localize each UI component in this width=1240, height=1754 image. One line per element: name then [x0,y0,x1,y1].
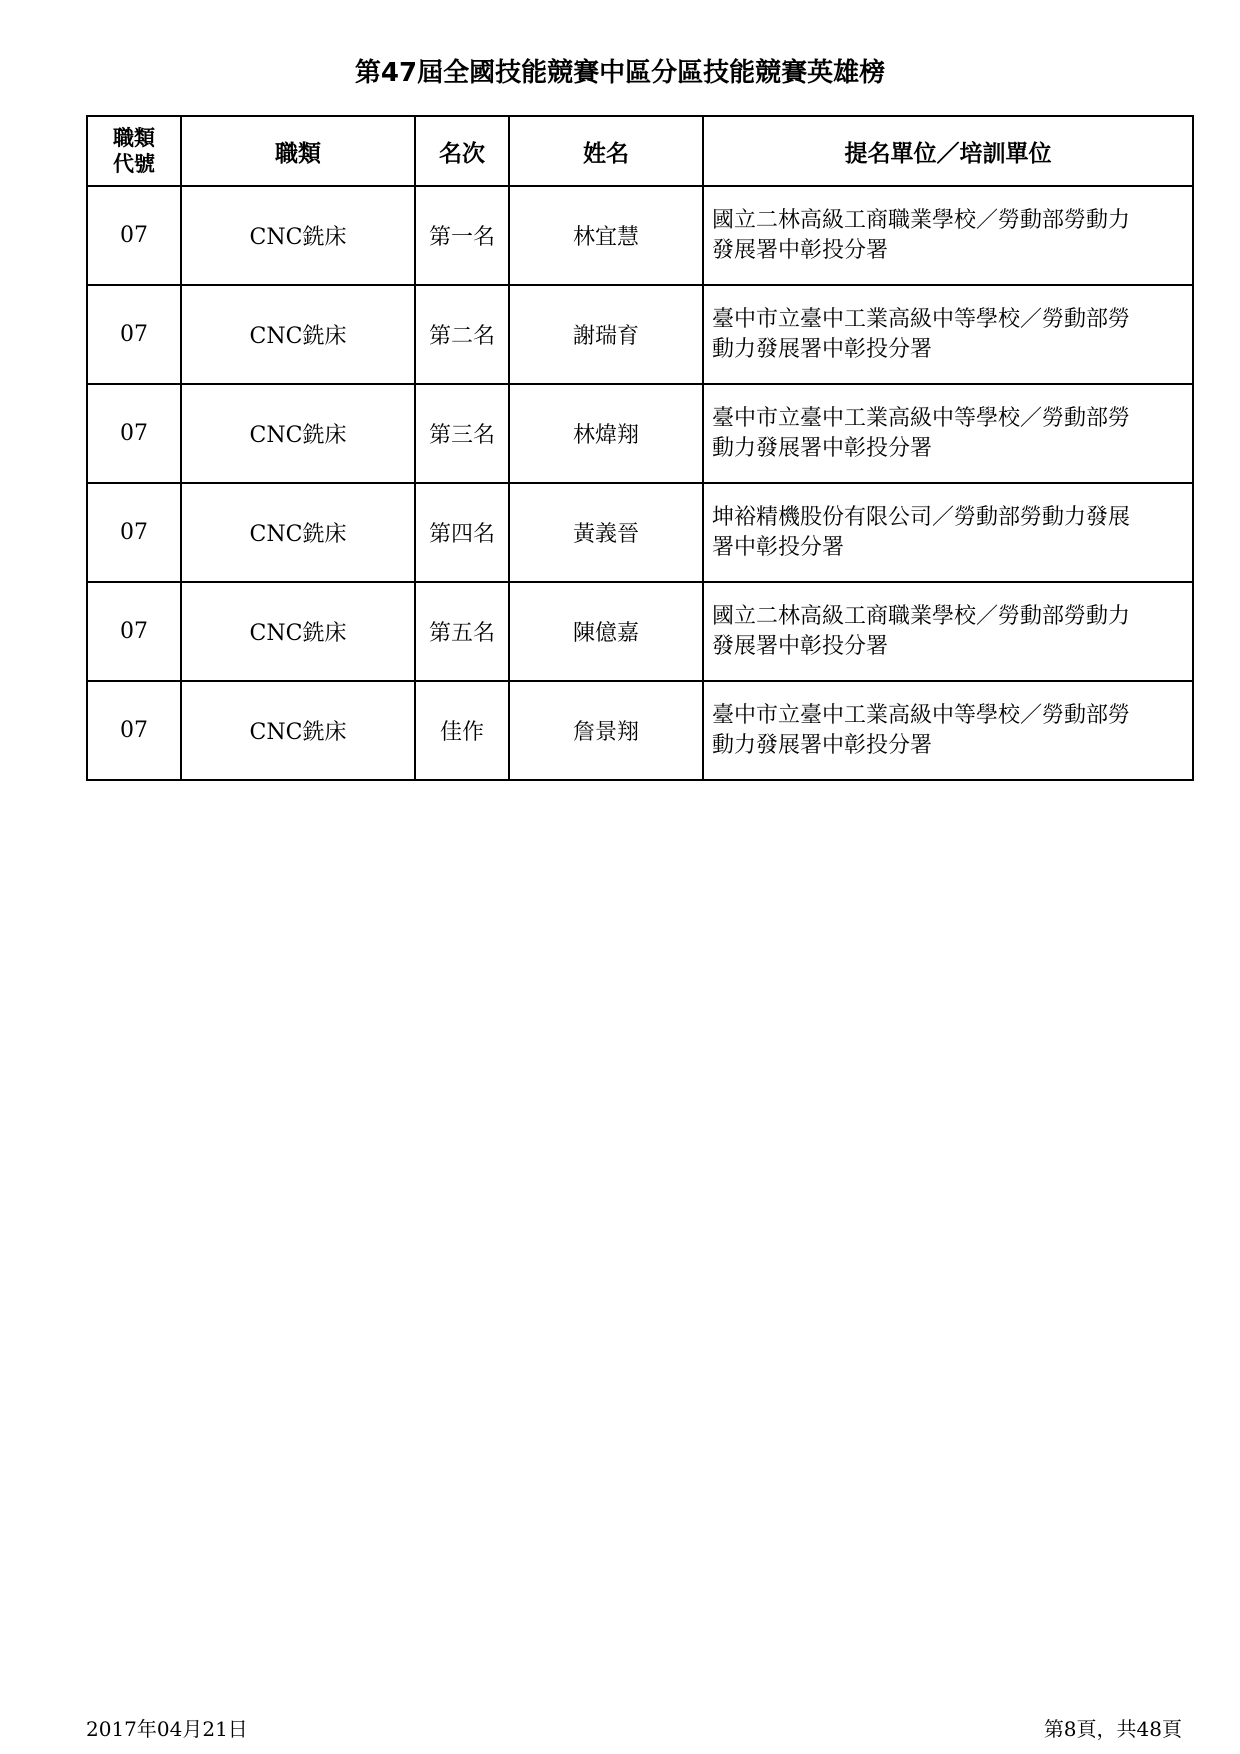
cell-trade: CNC銑床 [181,384,415,483]
table-row [87,681,1193,780]
cell-unit [703,681,1193,780]
header-rank: 名次 [415,116,509,186]
table-header-row [87,116,1193,186]
page-title: 第47屆全國技能競賽中區分區技能競賽英雄榜 [354,58,886,88]
cell-unit-line1: 國立二林高級工商職業學校／勞動部勞動力 [712,207,1131,233]
cell-rank: 第一名 [415,186,509,285]
cell-rank: 第五名 [415,582,509,681]
cell-unit [703,483,1193,582]
cell-unit-line1: 臺中市立臺中工業高級中等學校／勞動部勞 [712,306,1131,332]
cell-trade: CNC銑床 [181,186,415,285]
table-row [87,483,1193,582]
cell-trade: CNC銑床 [181,681,415,780]
cell-name: 謝瑞育 [509,285,703,384]
cell-unit-line2: 發展署中彰投分署 [712,633,889,659]
cell-unit-line1: 臺中市立臺中工業高級中等學校／勞動部勞 [712,405,1131,431]
cell-unit-line1: 坤裕精機股份有限公司／勞動部勞動力發展 [712,504,1131,530]
winners-table [86,115,1194,781]
table-row [87,582,1193,681]
cell-unit-line1: 臺中市立臺中工業高級中等學校／勞動部勞 [712,702,1131,728]
table-row [87,186,1193,285]
cell-unit-line2: 動力發展署中彰投分署 [712,336,933,362]
cell-trade-code: 07 [87,384,181,483]
cell-unit [703,384,1193,483]
cell-rank: 第二名 [415,285,509,384]
cell-trade: CNC銑床 [181,483,415,582]
cell-name: 林煒翔 [509,384,703,483]
header-trade: 職類 [181,116,415,186]
footer-page-number: 第8頁，共48頁 [1043,1717,1182,1741]
cell-unit [703,582,1193,681]
cell-unit-line1: 國立二林高級工商職業學校／勞動部勞動力 [712,603,1131,629]
header-unit: 提名單位／培訓單位 [703,116,1193,186]
cell-rank: 佳作 [415,681,509,780]
cell-name: 黃義晉 [509,483,703,582]
cell-trade-code: 07 [87,681,181,780]
cell-trade-code: 07 [87,285,181,384]
table-row [87,384,1193,483]
cell-trade: CNC銑床 [181,582,415,681]
cell-trade-code: 07 [87,582,181,681]
cell-unit [703,285,1193,384]
header-trade-code-line1: 職類 [113,126,155,150]
header-name: 姓名 [509,116,703,186]
cell-unit-line2: 署中彰投分署 [712,534,845,560]
cell-trade: CNC銑床 [181,285,415,384]
footer-date: 2017年04月21日 [86,1717,248,1741]
cell-name: 詹景翔 [509,681,703,780]
header-trade-code [87,116,181,186]
cell-rank: 第四名 [415,483,509,582]
cell-unit-line2: 動力發展署中彰投分署 [712,732,933,758]
table-row [87,285,1193,384]
cell-trade-code: 07 [87,186,181,285]
cell-rank: 第三名 [415,384,509,483]
cell-name: 林宜慧 [509,186,703,285]
header-trade-code-line2: 代號 [113,152,155,176]
cell-name: 陳億嘉 [509,582,703,681]
cell-trade-code: 07 [87,483,181,582]
cell-unit [703,186,1193,285]
cell-unit-line2: 發展署中彰投分署 [712,237,889,263]
cell-unit-line2: 動力發展署中彰投分署 [712,435,933,461]
